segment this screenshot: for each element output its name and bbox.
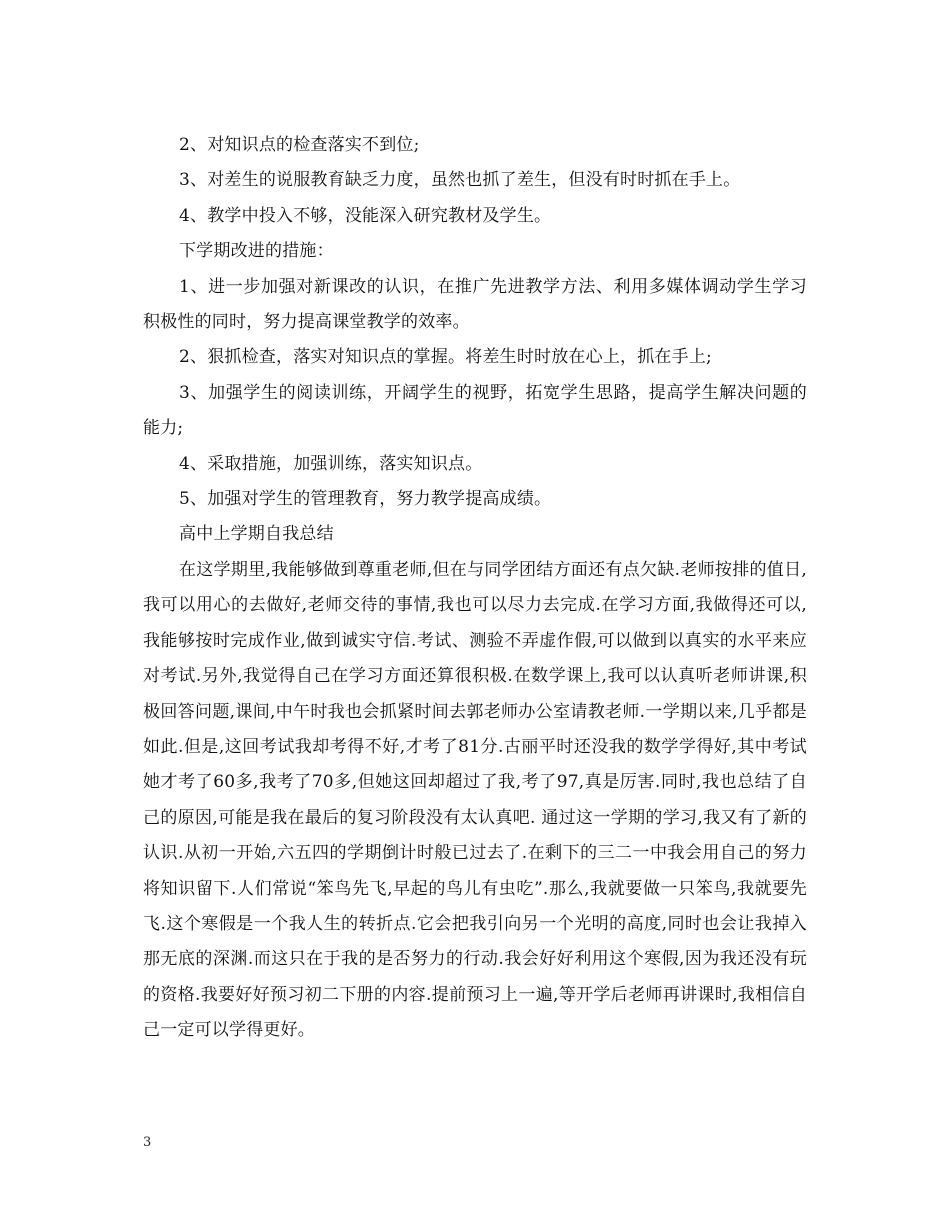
page-number: 3 [143,1135,152,1150]
paragraph-self-summary: 在这学期里,我能够做到尊重老师,但在与同学团结方面还有点欠缺.老师按排的值日,我可以用心的去做好,老师交待的事情,我也可以尽力去完成.在学习方面,我做得还可以,我能够按时完成作业,做到诚实守信.考试、测验不弄虚作假,可以做到以真实的水平来应对考试.另外,我觉得自己在学习方面还算很积极.在数学课上,我可以认真听老师讲课,积极回答问题,课间,中午时我也会抓紧时间去郭老师办公室请教老师.一学期以来,几乎都是如此.但是,这回考试我却考得不好,才考了81分.古丽平时还没我的数学学得好,其中考试她才考了60多,我考了70多,但她这回却超过了我,考了97,真是厉害.同时,我也总结了自己的原因,可能是我在最后的复习阶段没有太认真吧. 通过这一学期的学习,我又有了新的认识.从初一开始,六五四的学期倒计时般已过去了.在剩下的三二一中我会用自己的努力将知识留下.人们常说“笨鸟先飞,早起的鸟儿有虫吃”.那么,我就要做一只笨鸟,我就要先飞.这个寒假是一个我人生的转折点.它会把我引向另一个光明的高度,同时也会让我掉入那无底的深渊.而这只在于我的是否努力的行动.我会好好利用这个寒假,因为我还没有玩的资格.我要好好预习初二下册的内容.提前预习上一遍,等开学后老师再讲课时,我相信自己一定可以学得更好。 [143,559,807,1041]
paragraph-improvement-5: 5、加强对学生的管理教育，努力教学提高成绩。 [179,489,552,510]
paragraph-improvement-1: 1、进一步加强对新课改的认识，在推广先进教学方法、利用多媒体调动学生学习积极性的同时，努力提高课堂教学的效率。 [143,276,807,333]
paragraph-weakness-3: 3、对差生的说服教育缺乏力度，虽然也抓了差生，但没有时时抓在手上。 [179,170,741,191]
paragraph-improvement-4: 4、采取措施，加强训练，落实知识点。 [179,453,483,474]
paragraph-weakness-4: 4、教学中投入不够，没能深入研究教材及学生。 [179,205,552,226]
paragraph-improvement-3: 3、加强学生的阅读训练，开阔学生的视野，拓宽学生思路，提高学生解决问题的能力; [143,382,807,439]
section-heading-improvements: 下学期改进的措施： [179,241,334,262]
section-heading-self-summary: 高中上学期自我总结 [179,524,334,545]
paragraph-improvement-2: 2、狠抓检查，落实对知识点的掌握。将差生时时放在心上，抓在手上; [179,347,712,368]
document-body [143,128,807,1049]
paragraph-weakness-2: 2、对知识点的检查落实不到位; [179,135,420,155]
